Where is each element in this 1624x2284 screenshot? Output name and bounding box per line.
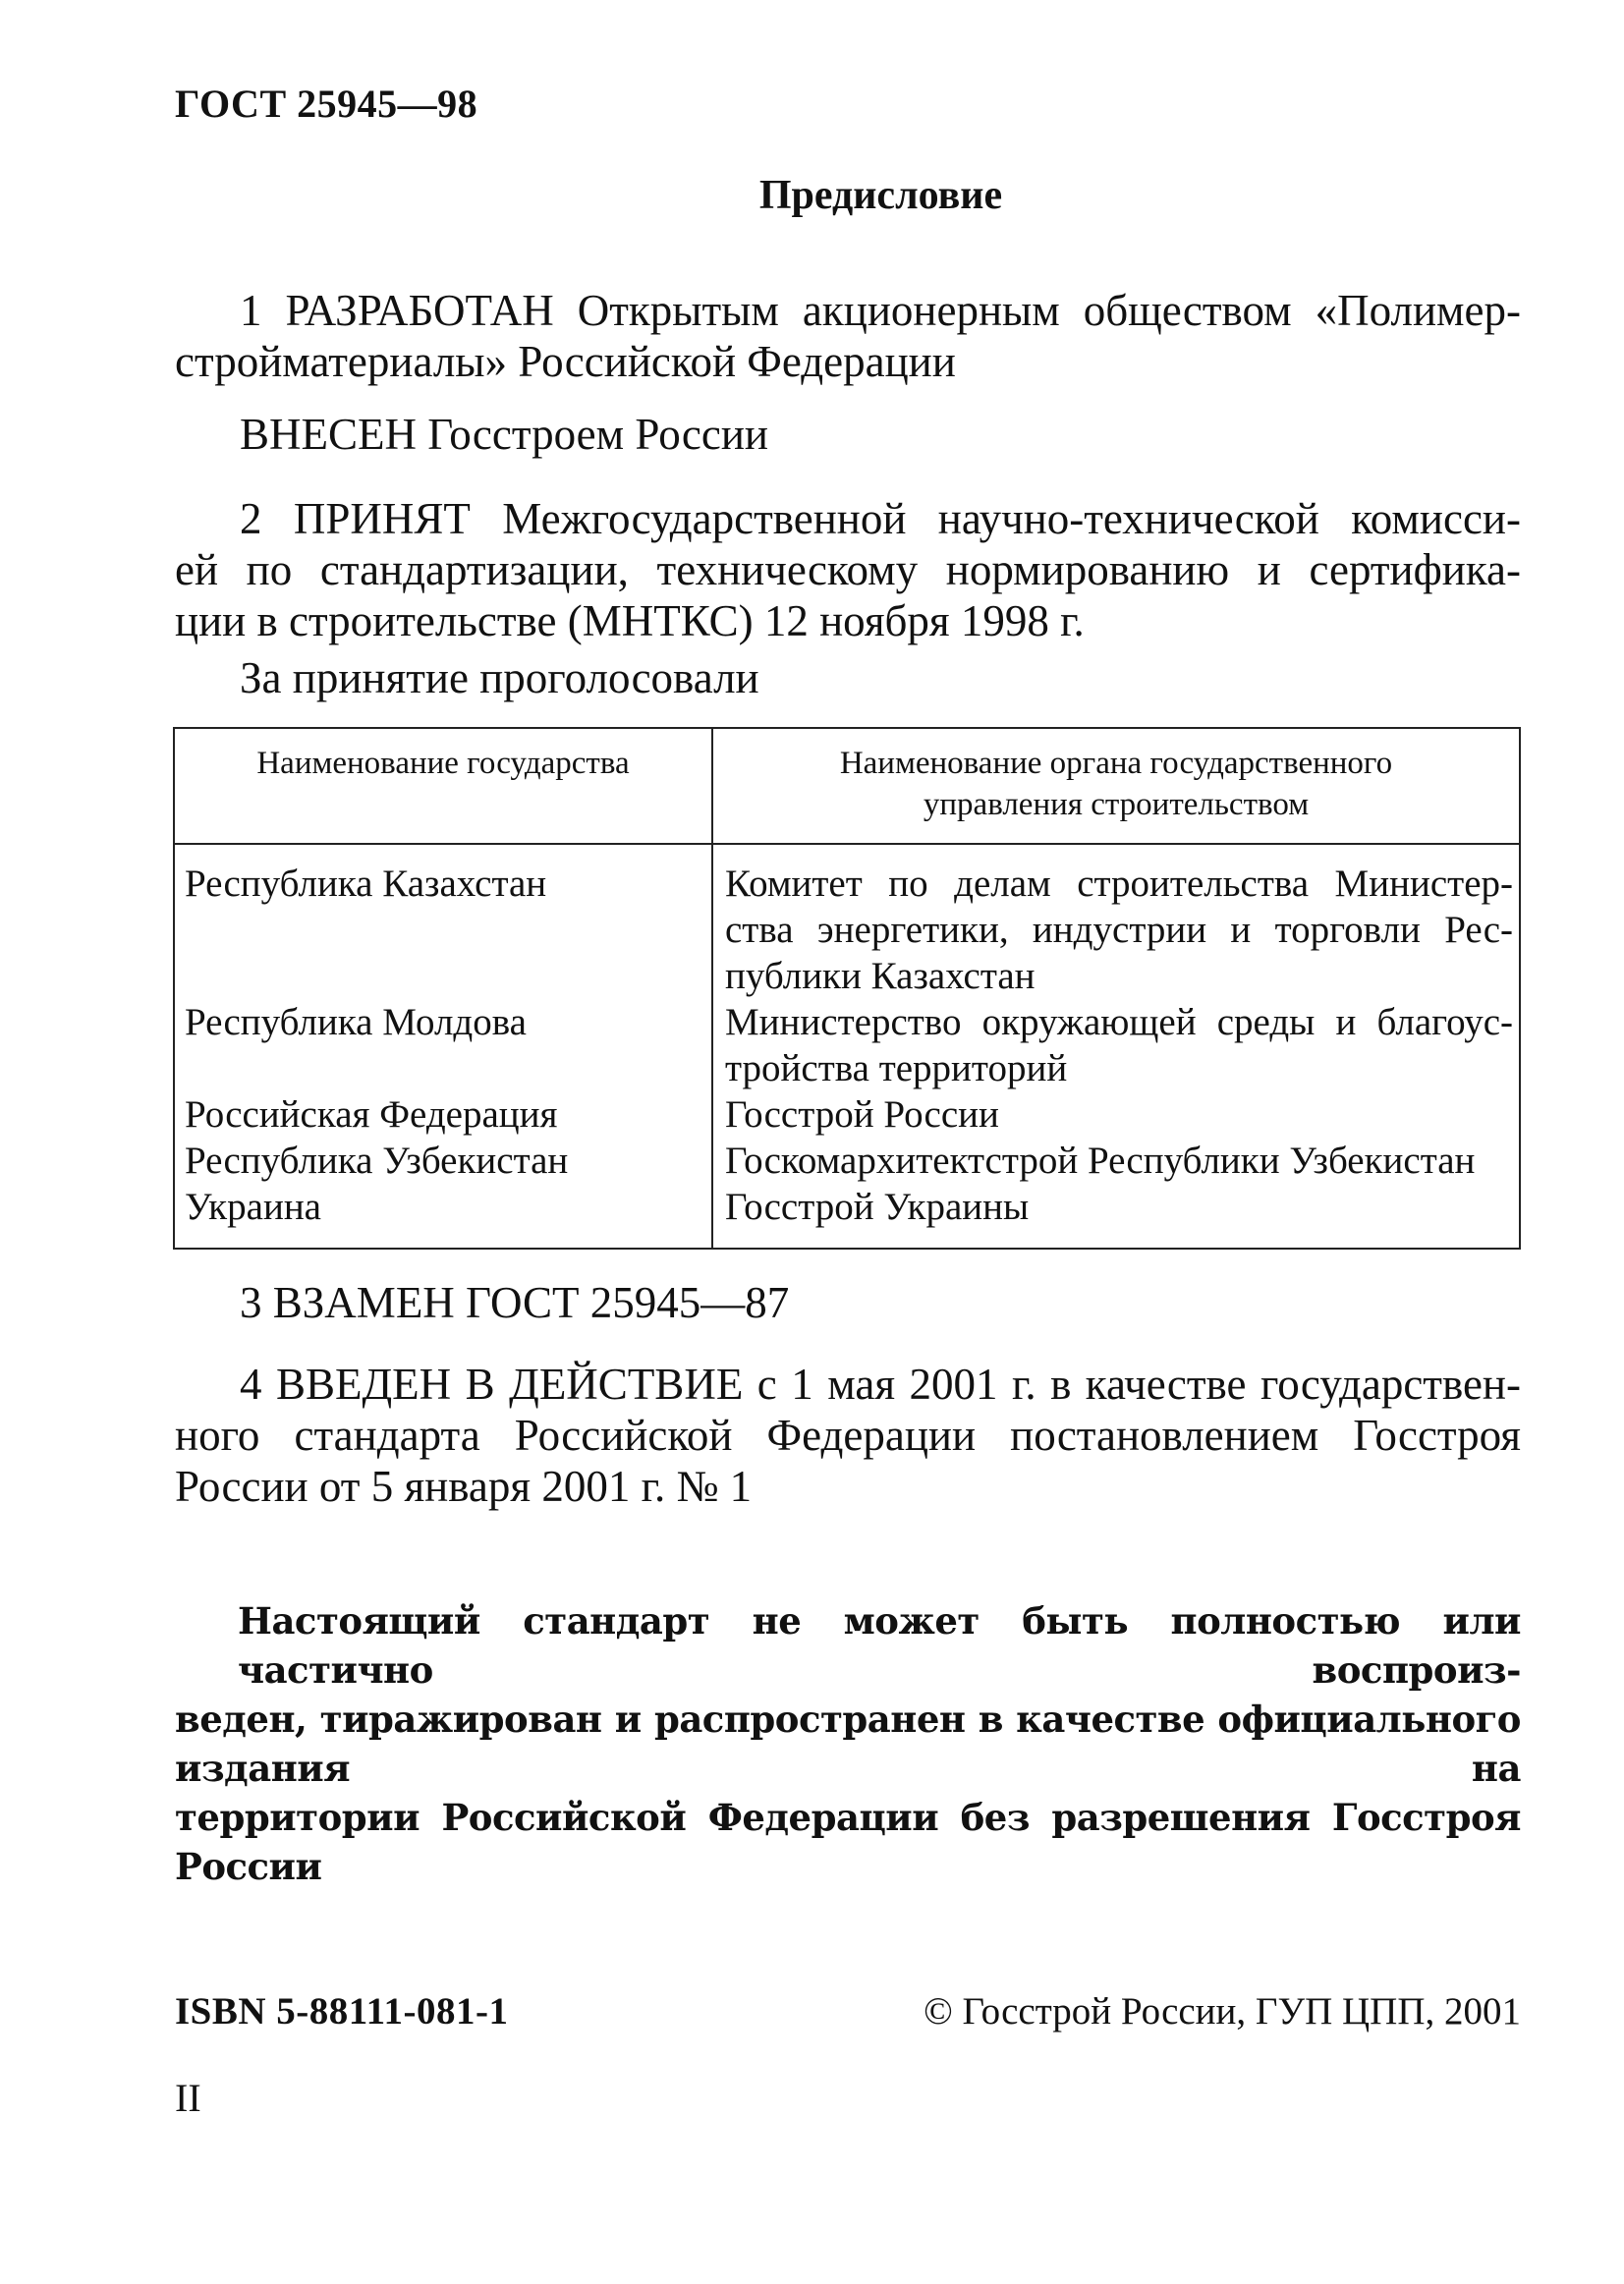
section-1-line-1: 1 РАЗРАБОТАН Открытым акционерным обществом «Полимер- (240, 286, 1521, 335)
notice-line-1: Настоящий стандарт не может быть полностью или частично воспроиз- (238, 1599, 1521, 1692)
table-row (174, 1091, 1520, 1138)
authority-line: Госстрой России (725, 1093, 999, 1136)
table-row (174, 1184, 1520, 1249)
authority-line: публики Казахстан (725, 955, 1036, 997)
authority-cell (712, 1184, 1520, 1249)
authority-cell (712, 1091, 1520, 1138)
authority-line: Госстрой Украины (725, 1186, 1030, 1228)
header-authority (712, 728, 1520, 844)
authority-line: Комитет по делам строительства Министер- (725, 863, 1513, 905)
authority-cell (712, 999, 1520, 1091)
notice-line-2: веден, тиражирован и распространен в качестве официального издания на (175, 1698, 1521, 1790)
table-row (174, 1138, 1520, 1184)
section-4-line-3: России от 5 января 2001 г. № 1 (175, 1462, 753, 1511)
section-2-line-1: 2 ПРИНЯТ Межгосударственной научно-технической комисси- (240, 494, 1521, 543)
voting-table (173, 727, 1521, 1250)
page-number: II (175, 2076, 201, 2120)
section-3: 3 ВЗАМЕН ГОСТ 25945—87 (240, 1278, 790, 1327)
document-id: ГОСТ 25945—98 (175, 82, 478, 126)
introduced-by: ВНЕСЕН Госстроем России (240, 410, 768, 459)
state-cell: Республика Казахстан (174, 844, 712, 999)
state-cell: Российская Федерация (174, 1091, 712, 1138)
table-header-row (174, 728, 1520, 844)
header-authority-line-2: управления строительством (923, 787, 1310, 822)
authority-cell (712, 1138, 1520, 1184)
section-4 (175, 1359, 1521, 1512)
authority-line: ства энергетики, индустрии и торговли Рес- (725, 909, 1513, 951)
voted-label: За принятие проголосовали (240, 653, 759, 702)
page-title: Предисловие (758, 173, 1003, 218)
table-row (174, 999, 1520, 1091)
table-row (174, 844, 1520, 999)
section-1 (175, 285, 1521, 387)
section-4-line-2: ного стандарта Российской Федерации постановлением Госстроя (175, 1411, 1521, 1460)
section-2 (175, 493, 1521, 646)
copyright: © Госстрой России, ГУП ЦПП, 2001 (924, 1990, 1521, 2033)
section-1-line-2: стройматериалы» Российской Федерации (175, 337, 956, 386)
header-authority-line-1: Наименование органа государственного (839, 746, 1393, 781)
section-4-line-1: 4 ВВЕДЕН В ДЕЙСТВИЕ с 1 мая 2001 г. в качестве государствен- (240, 1360, 1521, 1409)
notice-line-3: территории Российской Федерации без разрешения Госстроя России (175, 1796, 1521, 1888)
header-state: Наименование государства (174, 728, 712, 844)
state-cell: Украина (174, 1184, 712, 1249)
section-2-line-2: ей по стандартизации, техническому нормированию и сертифика- (175, 545, 1521, 594)
state-cell: Республика Молдова (174, 999, 712, 1091)
reproduction-notice (175, 1596, 1521, 1891)
authority-line: Министерство окружающей среды и благоус- (725, 1001, 1513, 1043)
section-2-line-3: ции в строительстве (МНТКС) 12 ноября 1998 г. (175, 596, 1085, 645)
isbn: ISBN 5-88111-081-1 (175, 1990, 509, 2033)
authority-line: тройства территорий (725, 1047, 1068, 1089)
authority-cell (712, 844, 1520, 999)
state-cell: Республика Узбекистан (174, 1138, 712, 1184)
authority-line: Госкомархитектстрой Республики Узбекистан (725, 1140, 1476, 1182)
